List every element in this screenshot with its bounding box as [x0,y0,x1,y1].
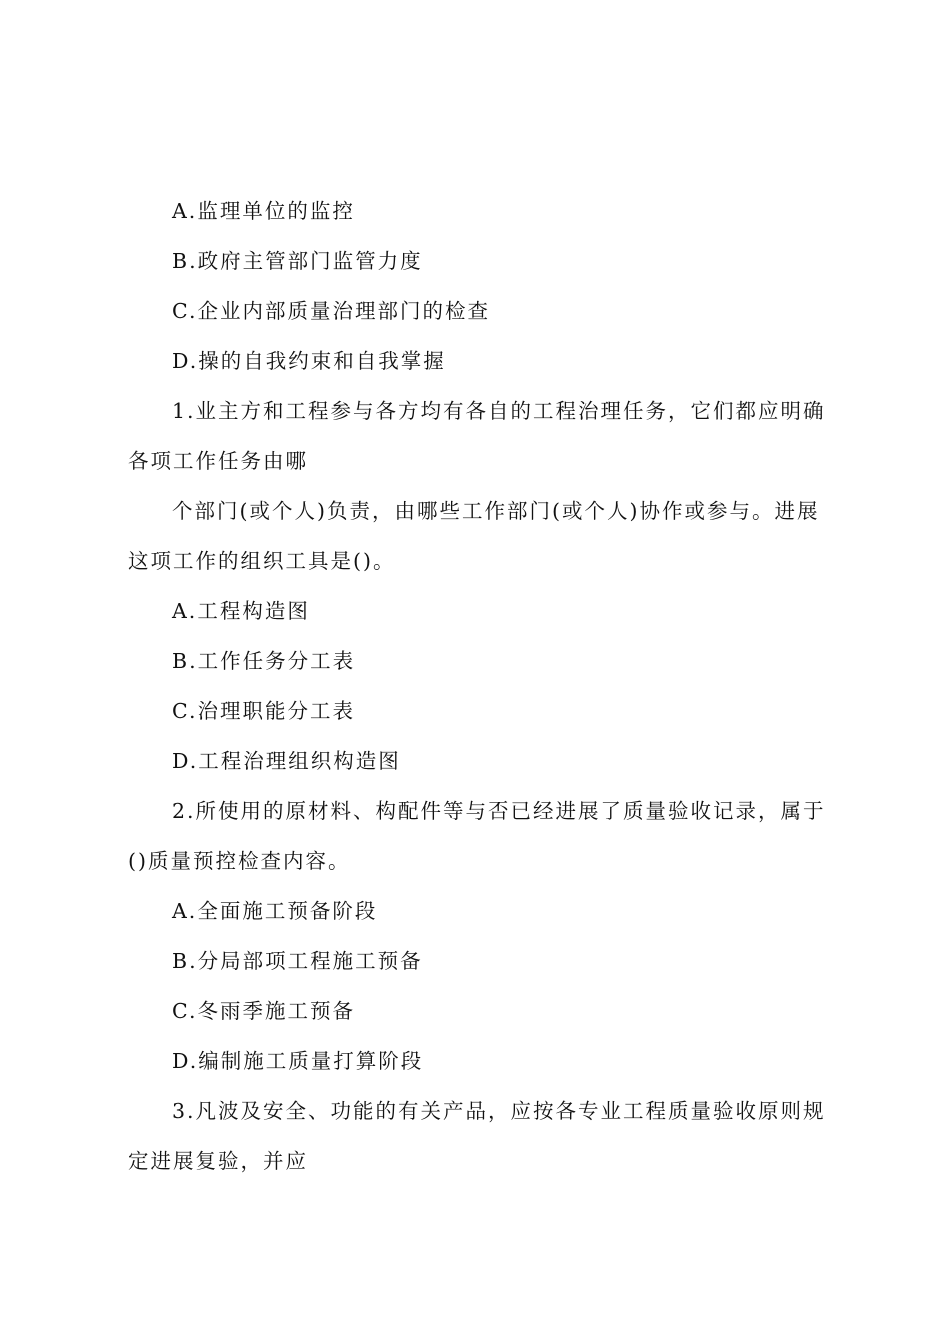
option-c: C.企业内部质量治理部门的检查 [172,299,490,323]
option-a: A.监理单位的监控 [172,199,355,223]
option-d: D.编制施工质量打算阶段 [172,1049,424,1073]
option-c: C.治理职能分工表 [172,699,355,723]
question-2-line-1: 2.所使用的原材料、构配件等与否已经进展了质量验收记录，属于 [172,799,826,823]
question-3-line-2: 定进展复验，并应 [128,1149,308,1173]
option-c: C.冬雨季施工预备 [172,999,355,1023]
option-b: B.政府主管部门监管力度 [172,249,423,273]
question-1-line-1: 1.业主方和工程参与各方均有各自的工程治理任务，它们都应明确 [172,399,826,423]
question-3-line-1: 3.凡波及安全、功能的有关产品，应按各专业工程质量验收原则规 [172,1099,826,1123]
option-a: A.全面施工预备阶段 [172,899,378,923]
document-body [128,186,832,1186]
option-d: D.操的自我约束和自我掌握 [172,349,446,373]
option-a: A.工程构造图 [172,599,310,623]
question-1-cont-line-2: 这项工作的组织工具是()。 [128,549,396,573]
question-1-line-2: 各项工作任务由哪 [128,449,308,473]
option-d: D.工程治理组织构造图 [172,749,401,773]
option-b: B.分局部项工程施工预备 [172,949,423,973]
question-2-line-2: ()质量预控检查内容。 [128,849,351,873]
question-1-cont-line-1: 个部门(或个人)负责，由哪些工作部门(或个人)协作或参与。进展 [172,499,820,523]
option-b: B.工作任务分工表 [172,649,356,673]
